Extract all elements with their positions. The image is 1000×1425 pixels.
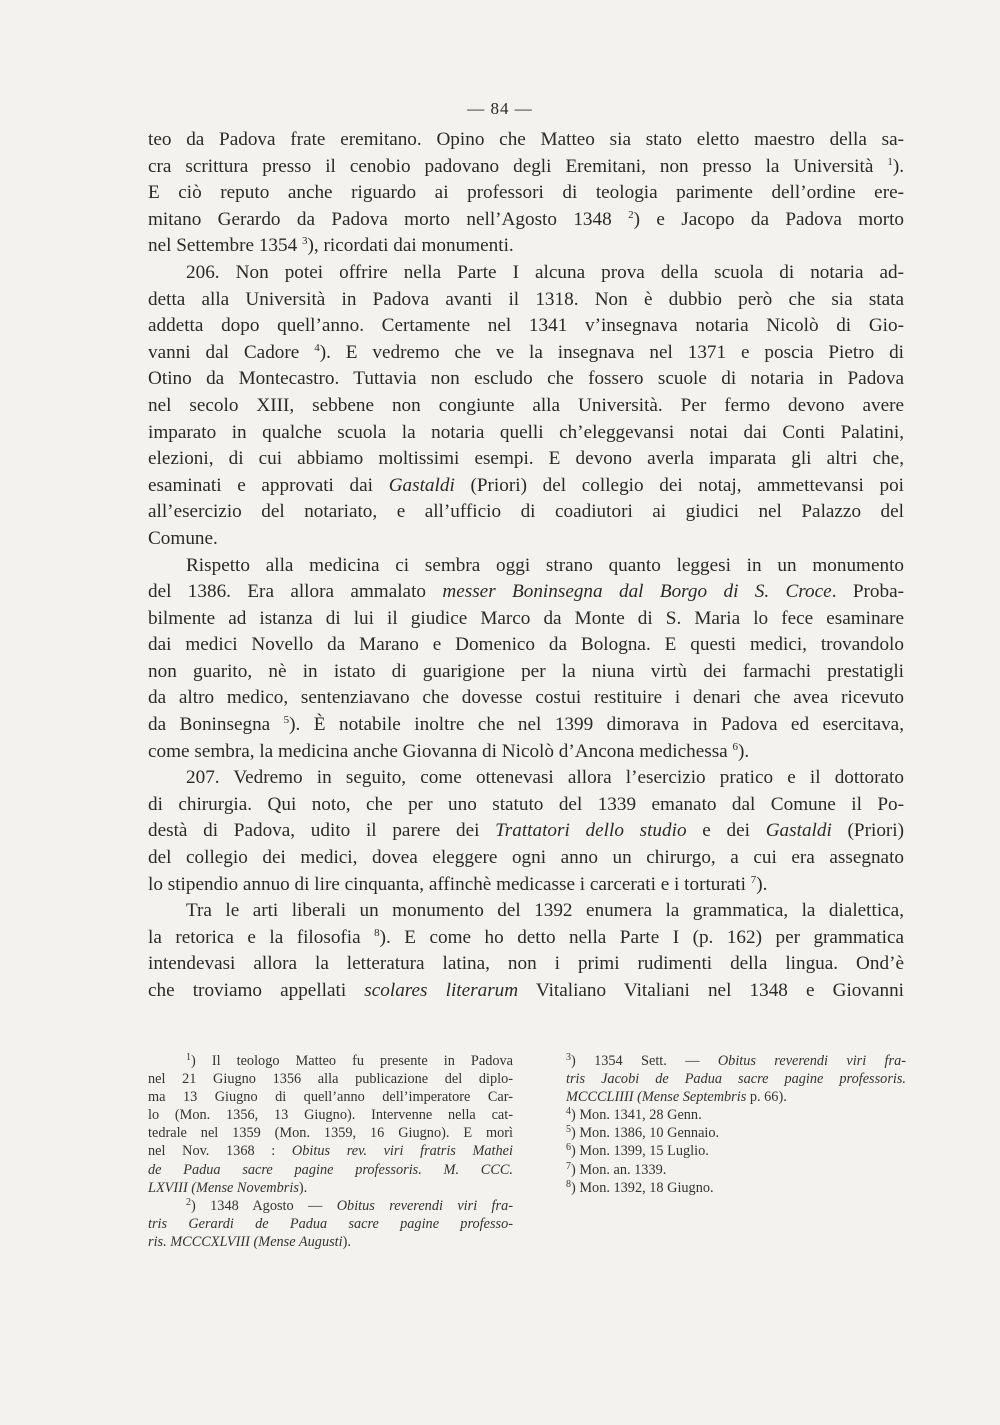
text-line: come sembra, la medicina anche Giovanna di Nicolò d’Ancona medichessa $^6$).: [148, 740, 750, 762]
footnote-ref: 2: [628, 208, 634, 221]
text-line: mitano Gerardo da Padova morto nell’Agosto 1348 $^2$) e Jacopo da Padova morto: [148, 208, 905, 230]
text-line: vanni dal Cadore $^4$). E vedremo che ve la insegnava nel 1371 e poscia Pietro di: [148, 341, 905, 363]
text-line: bilmente ad istanza di lui il giudice Marco da Monte di S. Maria lo fece esaminare: [148, 607, 904, 629]
footnote-ref: 1: [887, 155, 893, 168]
text-line: Comune.: [148, 527, 218, 549]
text-line: detta alla Università in Padova avanti il 1318. Non è dubbio però che sia stata: [148, 288, 904, 310]
text-line: nel Settembre 1354 $^3$), ricordati dai monumenti.: [148, 235, 514, 257]
footnote-line: ris. MCCCXLVIII (Mense Augusti).: [148, 1233, 351, 1250]
text-line: 207. Vedremo in seguito, come ottenevasi allora l’esercizio pratico e il dottorato: [186, 767, 904, 789]
footnote-line: MCCCLIIII (Mense Septembris p. 66).: [566, 1089, 787, 1106]
text-line: dai medici Novello da Marano e Domenico da Bologna. E questi medici, trovandolo: [148, 634, 904, 656]
text-line: non guarito, nè in istato di guarigione per la niuna virtù dei farmachi prestatigli: [148, 660, 904, 682]
footnotes-right-column: [566, 1052, 906, 1197]
footnote-ref: 7: [750, 873, 757, 886]
text-line: del 1386. Era allora ammalato messer Boninsegna dal Borgo di S. Croce. Proba-: [148, 581, 904, 603]
text-line: di chirurgia. Qui noto, che per uno statuto del 1339 emanato dal Comune il Po-: [148, 793, 904, 815]
footnote-ref: 4: [314, 341, 320, 354]
footnote-ref: 3: [302, 235, 308, 248]
page-number: — 84 —: [467, 99, 533, 118]
text-line: esaminati e approvati dai Gastaldi (Priori) del collegio dei notaj, ammettevansi poi: [148, 474, 905, 496]
footnote-8: $^8$) Mon. 1392, 18 Giugno.: [566, 1178, 714, 1196]
footnote-4: $^4$) Mon. 1341, 28 Genn.: [566, 1106, 702, 1124]
footnote-line: LXVIII (Mense Novembris).: [148, 1179, 308, 1196]
footnote-ref: 8: [374, 926, 380, 939]
text-line: cra scrittura presso il cenobio padovano degli Eremitani, non presso la Università $^1$).: [148, 155, 904, 177]
text-line: del collegio dei medici, dovea eleggere ogni anno un chirurgo, a cui era assegnato: [148, 847, 904, 869]
text-line: teo da Padova frate eremitano. Opino che Matteo sia stato eletto maestro della sa-: [148, 129, 904, 150]
footnote-5: $^5$) Mon. 1386, 10 Gennaio.: [566, 1124, 720, 1142]
footnote-1: $^1$) Il teologo Matteo fu presente in Padova: [186, 1052, 514, 1069]
text-line: da Boninsegna $^5$). È notabile inoltre che nel 1399 dimorava in Padova ed esercitava,: [148, 714, 904, 736]
footnote-2: $^2$) 1348 Agosto — Obitus reverendi viri fra-: [186, 1196, 514, 1214]
text-line: imparato in qualche scuola la notaria quelli ch’eleggevansi notai dai Conti Palatini,: [148, 421, 904, 443]
text-line: Tra le arti liberali un monumento del 1392 enumera la grammatica, la dialettica,: [186, 900, 904, 922]
text-line: elezioni, di cui abbiamo moltissimi esempi. E devono averla imparata gli altri che,: [148, 448, 904, 470]
text-line: 206. Non potei offrire nella Parte I alcuna prova della scuola di notaria ad-: [186, 261, 904, 283]
footnote-7: $^7$) Mon. an. 1339.: [566, 1160, 667, 1178]
text-line: nel secolo XIII, sebbene non congiunte alla Università. Per fermo devono avere: [148, 394, 904, 416]
text-line: la retorica e la filosofia $^8$). E come ho detto nella Parte I (p. 162) per grammatica: [148, 926, 905, 948]
footnote-line: nel Nov. 1368 : Obitus rev. viri fratris Mathei: [148, 1143, 513, 1160]
footnote-line: nel 21 Giugno 1356 alla publicazione del diplo-: [148, 1071, 513, 1088]
text-line: lo stipendio annuo di lire cinquanta, affinchè medicasse i carcerati e i torturati $^7$).: [148, 873, 768, 895]
footnote-6: $^6$) Mon. 1399, 15 Luglio.: [566, 1142, 709, 1160]
text-line: Rispetto alla medicina ci sembra oggi strano quanto leggesi in un monumento: [186, 554, 904, 576]
footnote-line: tedrale nel 1359 (Mon. 1359, 16 Giugno). E morì: [148, 1125, 513, 1142]
footnote-line: ma 13 Giugno di quell’anno dell’imperatore Car-: [148, 1089, 513, 1106]
footnote-line: tris Gerardi de Padua sacre pagine professo-: [148, 1215, 513, 1232]
text-line: Otino da Montecastro. Tuttavia non escludo che fossero scuole di notaria in Padova: [148, 368, 904, 390]
footnote-line: lo (Mon. 1356, 13 Giugno). Intervenne nella cat-: [148, 1107, 513, 1124]
footnote-line: tris Jacobi de Padua sacre pagine professoris.: [566, 1071, 906, 1088]
text-line: intendevasi allora la letteratura latina, non i primi rudimenti della lingua. Ond’è: [148, 953, 904, 975]
main-text: [148, 127, 904, 1005]
footnotes-left-column: [148, 1052, 513, 1251]
footnote-ref: 6: [732, 740, 738, 753]
text-line: che troviamo appellati scolares literarum Vitaliano Vitaliani nel 1348 e Giovanni: [148, 980, 905, 1001]
text-line: addetta dopo quell’anno. Certamente nel 1341 v’insegnava notaria Nicolò di Gio-: [148, 315, 904, 337]
footnote-3: $^3$) 1354 Sett. — Obitus reverendi viri fra-: [566, 1052, 907, 1069]
text-line: all’esercizio del notariato, e all’ufficio di coadiutori ai giudici nel Palazzo del: [148, 501, 904, 523]
text-line: da altro medico, sentenziavano che dovesse costui restituire i denari che avea ricevuto: [148, 687, 904, 709]
text-line: E ciò reputo anche riguardo ai professori di teologia parimente dell’ordine ere-: [148, 182, 904, 204]
text-line: destà di Padova, udito il parere dei Trattatori dello studio e dei Gastaldi (Priori): [148, 820, 905, 842]
footnote-ref: 5: [283, 714, 290, 727]
footnote-line: de Padua sacre pagine professoris. M. CCC.: [148, 1161, 513, 1178]
